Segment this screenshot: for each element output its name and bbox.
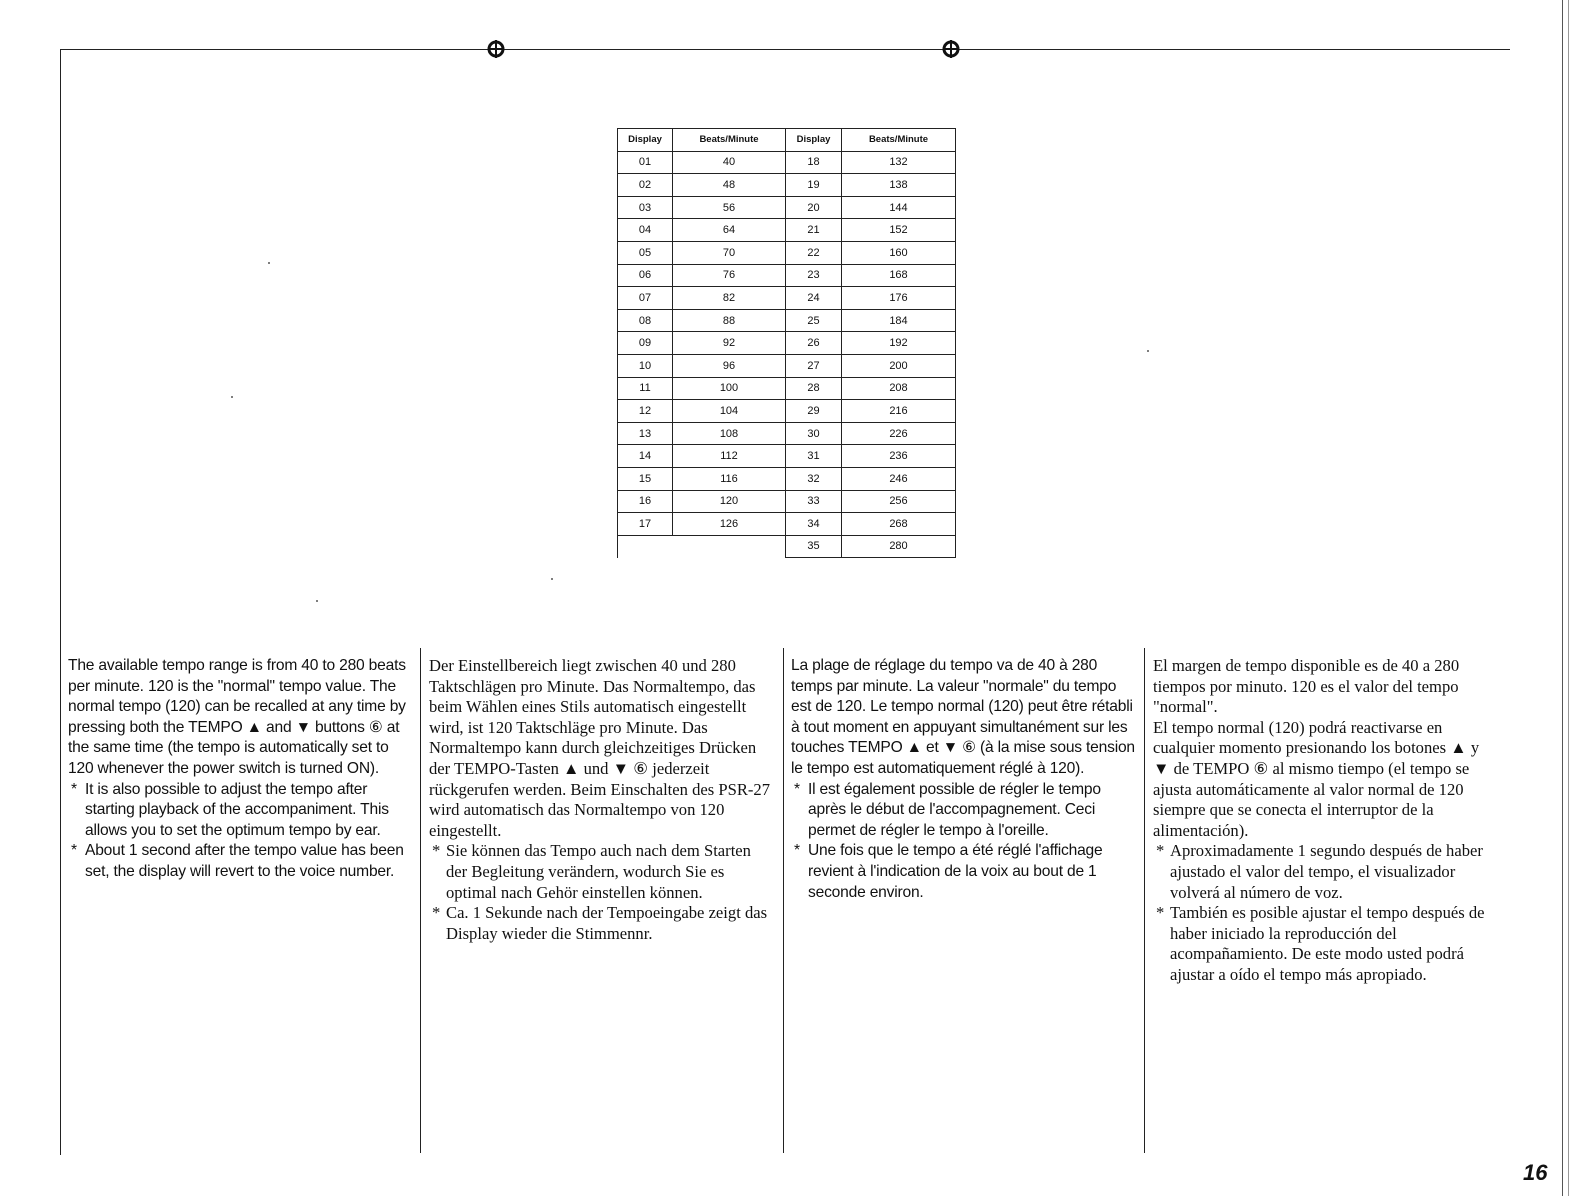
display-cell: 25 — [786, 309, 842, 332]
display-cell: 05 — [618, 241, 673, 264]
header-beats-per-minute: Beats/Minute — [842, 129, 956, 152]
list-item: * También es posible ajustar el tempo después de haber iniciado la reproducción del acompañamiento. De este modo usted podrá ajustar a oído el tempo más apropiado. — [1153, 903, 1498, 985]
column-separator — [420, 648, 421, 1153]
display-cell: 01 — [618, 151, 673, 174]
display-cell: 08 — [618, 309, 673, 332]
display-cell: 09 — [618, 332, 673, 355]
bpm-cell: 70 — [673, 241, 786, 264]
display-cell: 18 — [786, 151, 842, 174]
display-cell: 28 — [786, 377, 842, 400]
bpm-cell: 56 — [673, 196, 786, 219]
bpm-cell: 256 — [842, 490, 956, 513]
tempo-table — [617, 128, 956, 558]
table-row — [618, 219, 956, 242]
display-cell: 15 — [618, 467, 673, 490]
display-cell: 22 — [786, 241, 842, 264]
tempo-table-body — [618, 151, 956, 558]
bpm-cell: 192 — [842, 332, 956, 355]
display-cell: 35 — [786, 535, 842, 558]
bpm-cell: 96 — [673, 354, 786, 377]
bpm-cell: 100 — [673, 377, 786, 400]
bpm-cell: 132 — [842, 151, 956, 174]
bpm-cell: 236 — [842, 445, 956, 468]
bpm-cell: 216 — [842, 400, 956, 423]
german-text-column — [429, 656, 774, 944]
display-cell: 07 — [618, 287, 673, 310]
list-item: * Il est également possible de régler le tempo après le début de l'accompagnement. Ceci permet de régler le tempo à l'oreille. — [791, 780, 1136, 842]
french-text-column — [791, 656, 1136, 903]
german-intro: Der Einstellbereich liegt zwischen 40 und 280 Taktschlägen pro Minute. Das Normaltempo, das beim Wählen eines Stils automatisch eingestellt wird, ist 120 Taktschläge pro Minute. Das Normaltempo kann durch gleichzeitiges Drücken der TEMPO-Tasten ▲ und ▼ ⑥ jederzeit rückgerufen werden. Beim Einschalten des PSR-27 wird automatisch das Normaltempo von 120 eingestellt. — [429, 656, 771, 840]
header-display: Display — [786, 129, 842, 152]
spanish-text-column — [1153, 656, 1498, 986]
display-cell: 31 — [786, 445, 842, 468]
left-frame-rule — [60, 49, 61, 1155]
registration-mark-icon — [483, 36, 509, 62]
table-row — [618, 196, 956, 219]
list-item: * Aproximadamente 1 segundo después de haber ajustado el valor del tempo, el visualizador volverá al número de voz. — [1153, 841, 1498, 903]
bpm-cell: 88 — [673, 309, 786, 332]
bpm-cell: 64 — [673, 219, 786, 242]
display-cell: 13 — [618, 422, 673, 445]
display-cell: 16 — [618, 490, 673, 513]
table-row — [618, 174, 956, 197]
display-cell: 30 — [786, 422, 842, 445]
bpm-cell: 104 — [673, 400, 786, 423]
bpm-cell: 76 — [673, 264, 786, 287]
scan-speck — [231, 396, 233, 398]
spanish-intro-2: El tempo normal (120) podrá reactivarse en cualquier momento presionando los botones ▲ y ▼ de TEMPO ⑥ al mismo tiempo (el tempo se ajusta automáticamente al valor normal de 120 siempre que se conecta el interruptor de la alimentación). — [1153, 717, 1480, 840]
bpm-cell: 120 — [673, 490, 786, 513]
bpm-cell: 200 — [842, 354, 956, 377]
list-item: * About 1 second after the tempo value has been set, the display will revert to the voice number. — [68, 841, 408, 882]
bpm-cell: 108 — [673, 422, 786, 445]
table-row — [618, 241, 956, 264]
bpm-cell: 268 — [842, 513, 956, 536]
display-cell: 12 — [618, 400, 673, 423]
english-intro: The available tempo range is from 40 to 280 beats per minute. 120 is the "normal" tempo value. The normal tempo (120) can be recalled at any time by pressing both the TEMPO ▲ and ▼ buttons ⑥ at the same time (the tempo is automatically set to 120 whenever the power switch is turned ON). — [68, 657, 406, 777]
table-row — [618, 151, 956, 174]
table-row — [618, 354, 956, 377]
bpm-cell: 138 — [842, 174, 956, 197]
bpm-cell: 208 — [842, 377, 956, 400]
column-separator — [783, 648, 784, 1153]
french-intro: La plage de réglage du tempo va de 40 à 280 temps par minute. La valeur "normale" du tempo est de 120. Le tempo normal (120) peut être rétabli à tout moment en appuyant simultanément sur les touches TEMPO ▲ et ▼ ⑥ (à la mise sous tension le tempo est automatiquement réglé à 120). — [791, 657, 1135, 777]
registration-mark-icon — [938, 36, 964, 62]
display-cell: 20 — [786, 196, 842, 219]
spanish-notes — [1153, 841, 1498, 985]
bpm-cell: 116 — [673, 467, 786, 490]
bpm-cell: 226 — [842, 422, 956, 445]
bpm-cell: 92 — [673, 332, 786, 355]
english-notes — [68, 780, 408, 883]
scan-speck — [1147, 350, 1149, 352]
display-cell: 10 — [618, 354, 673, 377]
display-cell: 03 — [618, 196, 673, 219]
top-rule — [60, 49, 1510, 50]
list-item: * Une fois que le tempo a été réglé l'affichage revient à l'indication de la voix au bout de 1 seconde environ. — [791, 841, 1136, 903]
table-row — [618, 309, 956, 332]
list-item: * Sie können das Tempo auch nach dem Starten der Begleitung verändern, wodurch Sie es optimal nach Gehör einstellen können. — [429, 841, 774, 903]
bpm-cell: 176 — [842, 287, 956, 310]
bpm-cell: 126 — [673, 513, 786, 536]
display-cell: 17 — [618, 513, 673, 536]
display-cell: 24 — [786, 287, 842, 310]
table-row — [618, 264, 956, 287]
header-display: Display — [618, 129, 673, 152]
spanish-intro: El margen de tempo disponible es de 40 a 280 tiempos por minuto. 120 es el valor del tempo "normal". — [1153, 656, 1460, 717]
display-cell: 26 — [786, 332, 842, 355]
table-row — [618, 377, 956, 400]
bpm-cell: 82 — [673, 287, 786, 310]
scan-speck — [268, 262, 270, 264]
display-cell: 32 — [786, 467, 842, 490]
list-item: * Ca. 1 Sekunde nach der Tempoeingabe zeigt das Display wieder die Stimmennr. — [429, 903, 774, 944]
bpm-cell: 246 — [842, 467, 956, 490]
display-cell: 34 — [786, 513, 842, 536]
table-row — [618, 490, 956, 513]
table-row — [618, 513, 956, 536]
empty-cell — [618, 535, 786, 558]
binding-edge-line — [1562, 0, 1563, 1196]
bpm-cell: 280 — [842, 535, 956, 558]
bpm-cell: 152 — [842, 219, 956, 242]
list-item: * It is also possible to adjust the tempo after starting playback of the accompaniment. This allows you to set the optimum tempo by ear. — [68, 780, 408, 842]
column-separator — [1144, 648, 1145, 1153]
display-cell: 19 — [786, 174, 842, 197]
bpm-cell: 48 — [673, 174, 786, 197]
bpm-cell: 184 — [842, 309, 956, 332]
display-cell: 29 — [786, 400, 842, 423]
page-number: 16 — [1523, 1160, 1548, 1185]
table-row — [618, 400, 956, 423]
table-header-row — [618, 129, 956, 152]
display-cell: 33 — [786, 490, 842, 513]
bpm-cell: 160 — [842, 241, 956, 264]
display-cell: 11 — [618, 377, 673, 400]
display-cell: 02 — [618, 174, 673, 197]
table-row — [618, 445, 956, 468]
table-row — [618, 332, 956, 355]
table-row — [618, 287, 956, 310]
bpm-cell: 168 — [842, 264, 956, 287]
header-beats-per-minute: Beats/Minute — [673, 129, 786, 152]
display-cell: 04 — [618, 219, 673, 242]
scan-speck — [316, 600, 318, 602]
bpm-cell: 144 — [842, 196, 956, 219]
bpm-cell: 40 — [673, 151, 786, 174]
english-text-column — [68, 656, 408, 883]
table-row — [618, 422, 956, 445]
display-cell: 06 — [618, 264, 673, 287]
display-cell: 21 — [786, 219, 842, 242]
scan-speck — [551, 578, 553, 580]
display-cell: 27 — [786, 354, 842, 377]
table-row — [618, 535, 956, 558]
display-cell: 14 — [618, 445, 673, 468]
binding-edge-line — [1568, 0, 1569, 1196]
table-row — [618, 467, 956, 490]
bpm-cell: 112 — [673, 445, 786, 468]
german-notes — [429, 841, 774, 944]
french-notes — [791, 780, 1136, 904]
display-cell: 23 — [786, 264, 842, 287]
